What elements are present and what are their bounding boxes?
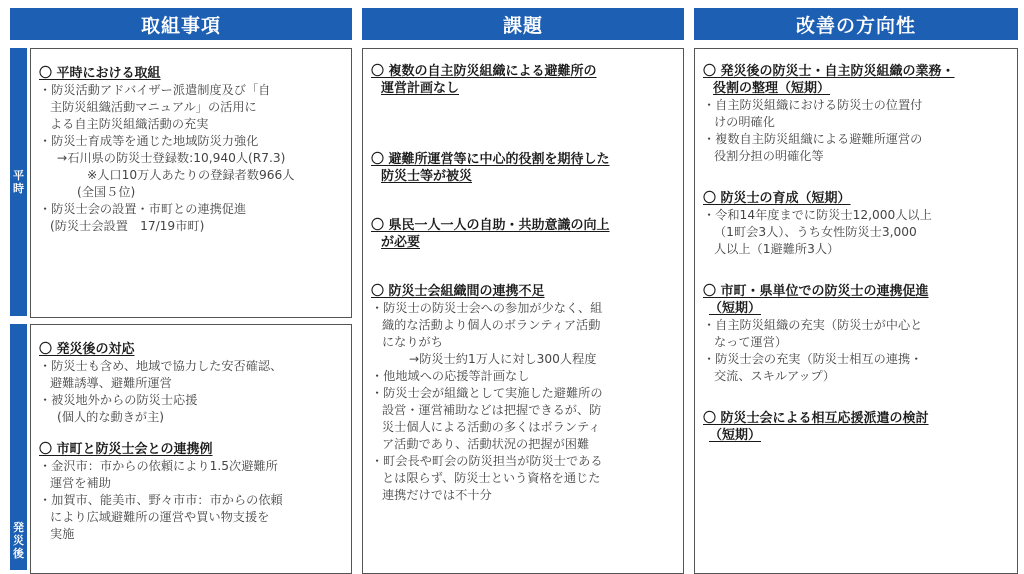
list-item: ・防災士会の設置・市町との連携促進 [39, 202, 247, 216]
list-item: なって運営） [714, 335, 788, 349]
list-item: 役割分担の明確化等 [714, 149, 824, 163]
header-torikumi: 取組事項 [10, 8, 352, 40]
box-hassaigo [30, 324, 352, 574]
list-item: 交流、スキルアップ） [714, 369, 836, 383]
list-item: ・加賀市、能美市、野々市市：市からの依頼 [39, 493, 283, 507]
header-kadai: 課題 [362, 8, 684, 40]
heading-kadai-2: 〇 避難所運営等に中心的役割を期待した 防災士等が被災 [371, 152, 610, 184]
list-item: 実施 [50, 527, 75, 541]
list-item: ※人口10万人あたりの登録者数966人 [87, 168, 295, 182]
list-item: 織的な活動より個人のボランティア活動 [382, 318, 601, 332]
heading-kaizen-2: 〇 防災士の育成（短期） [703, 191, 851, 206]
list-item: ・防災活動アドバイザー派遣制度及び「自 [39, 83, 271, 97]
box-kaizen [694, 48, 1018, 574]
side-char: 災 [13, 534, 24, 547]
list-item: ・令和14年度までに防災士12,000人以上 [703, 208, 932, 222]
side-char: 平 [13, 169, 24, 182]
list-item: になりがち [382, 335, 443, 349]
list-item: →防災士約1万人に対し300人程度 [409, 352, 597, 366]
list-item: ・防災士会の充実（防災士相互の連携・ [703, 352, 923, 366]
heading-renkei-rei: 〇 市町と防災士会との連携例 [39, 442, 213, 457]
box-heiji [30, 48, 352, 318]
heading-kadai-4: 〇 防災士会組織間の連携不足 [371, 284, 545, 299]
list-item: 連携だけでは不十分 [382, 488, 492, 502]
list-item: 主防災組織活動マニュアル」の活用に [50, 100, 257, 114]
heading-heiji: 〇 平時における取組 [39, 66, 161, 81]
list-item: （1町会3人）、うち女性防災士3,000 [714, 225, 917, 239]
side-char: 時 [13, 182, 24, 195]
list-item: 災士個人による活動の多くはボランティ [382, 420, 601, 434]
list-item: ・防災士も含め、地域で協力した安否確認、 [39, 359, 283, 373]
list-item: 人以上（1避難所3人） [714, 242, 840, 256]
header-kaizen: 改善の方向性 [694, 8, 1018, 40]
list-item: ・自主防災組織の充実（防災士が中心と [703, 318, 923, 332]
list-item: ア活動であり、活動状況の把握が困難 [382, 437, 590, 451]
list-item: ・複数自主防災組織による避難所運営の [703, 132, 923, 146]
box-kadai [362, 48, 684, 574]
list-item: (防災士会設置 17/19市町) [50, 219, 205, 233]
list-item: 運営を補助 [50, 476, 111, 490]
list-item: ・他地域への応援等計画なし [371, 369, 530, 383]
heading-hassaigo: 〇 発災後の対応 [39, 342, 135, 357]
list-item: けの明確化 [714, 115, 775, 129]
heading-kaizen-1: 〇 発災後の防災士・自主防災組織の業務・ 役割の整理（短期） [703, 64, 955, 96]
side-label-hassaigo [10, 324, 27, 570]
list-item: ・自主防災組織における防災士の位置付 [703, 98, 923, 112]
list-item: ・金沢市：市からの依頼により1.5次避難所 [39, 459, 278, 473]
side-char: 後 [13, 547, 24, 560]
list-item: ・防災士会が組織として実施した避難所の [371, 386, 603, 400]
list-item: (全国５位) [77, 185, 136, 199]
side-char: 発 [13, 521, 24, 534]
list-item: により広域避難所の運営や買い物支援を [50, 510, 270, 524]
list-item: とは限らず、防災士という資格を通じた [382, 471, 601, 485]
list-item: 避難誘導、避難所運営 [50, 376, 172, 390]
heading-kaizen-4: 〇 防災士会による相互応援派遣の検討 （短期） [703, 411, 929, 443]
heading-kadai-1: 〇 複数の自主防災組織による避難所の 運営計画なし [371, 64, 597, 96]
list-item: ・被災地外からの防災士応援 [39, 393, 198, 407]
list-item: →石川県の防災士登録数:10,940人(R7.3) [57, 151, 286, 165]
heading-kadai-3: 〇 県民一人一人の自助・共助意識の向上 が必要 [371, 218, 610, 250]
list-item: 設営・運営補助などは把握できるが、防 [382, 403, 602, 417]
side-label-heiji [10, 48, 27, 316]
heading-kaizen-3: 〇 市町・県単位での防災士の連携促進 （短期） [703, 284, 929, 316]
list-item: (個人的な動きが主) [57, 410, 165, 424]
list-item: ・町会長や町会の防災担当が防災士である [371, 454, 603, 468]
list-item: ・防災士の防災士会への参加が少なく、組 [371, 301, 603, 315]
list-item: よる自主防災組織活動の充実 [50, 117, 209, 131]
list-item: ・防災士育成等を通じた地域防災力強化 [39, 134, 259, 148]
